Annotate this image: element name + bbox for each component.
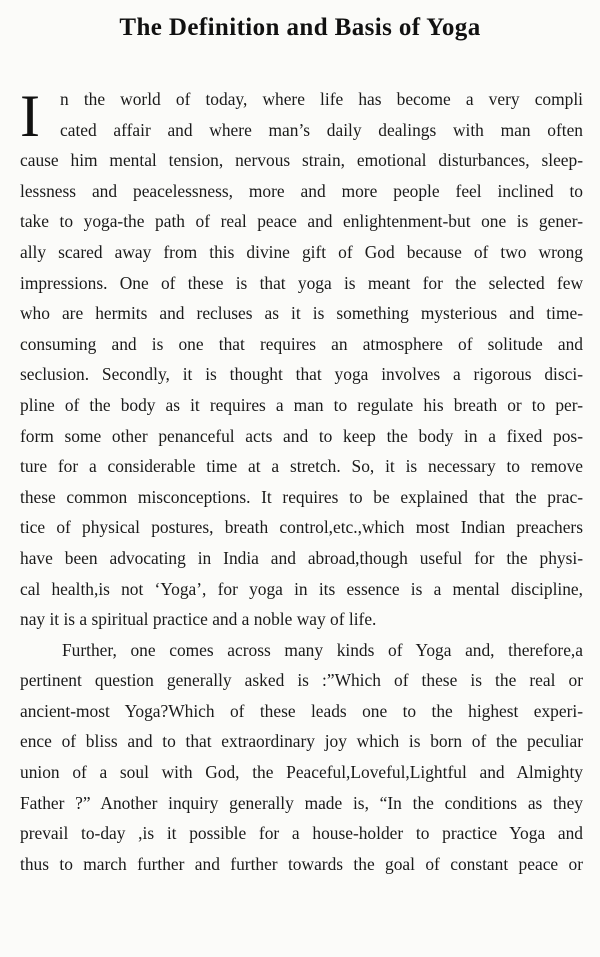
text-line: these common misconceptions. It requires to be explained that the prac-	[20, 486, 583, 507]
text-line: pline of the body as it requires a man to regulate his breath or to per-	[20, 394, 583, 415]
text-line: cause him mental tension, nervous strain, emotional disturbances, sleep-	[20, 150, 583, 171]
text-line: nay it is a spiritual practice and a noble way of life.	[20, 609, 377, 630]
drop-cap: I	[20, 83, 40, 149]
text-line: consuming and is one that requires an atmosphere of solitude and	[20, 333, 583, 354]
text-line: Father ?” Another inquiry generally made is, “In the conditions as they	[20, 792, 583, 813]
paragraph-1	[20, 84, 583, 635]
text-line: tice of physical postures, breath control,etc.,which most Indian preachers	[20, 517, 583, 538]
text-line: lessness and peacelessness, more and more people feel inclined to	[20, 180, 583, 201]
text-line: have been advocating in India and abroad,though useful for the physi-	[20, 547, 583, 568]
text-line: thus to march further and further towards the goal of constant peace or	[20, 853, 583, 874]
text-line: impressions. One of these is that yoga is meant for the selected few	[20, 272, 583, 293]
body-text	[20, 84, 583, 879]
text-line: ally scared away from this divine gift of God because of two wrong	[20, 241, 583, 262]
text-line: Further, one comes across many kinds of Yoga and, therefore,a	[62, 639, 583, 660]
text-line: ence of bliss and to that extraordinary joy which is born of the peculiar	[20, 731, 583, 752]
text-line: form some other penanceful acts and to keep the body in a fixed pos-	[20, 425, 583, 446]
text-line: prevail to-day ,is it possible for a house-holder to practice Yoga and	[20, 823, 583, 844]
paragraph-2	[20, 635, 583, 880]
text-line: take to yoga-the path of real peace and enlightenment-but one is gener-	[20, 211, 583, 232]
chapter-title: The Definition and Basis of Yoga	[119, 14, 481, 41]
text-line: who are hermits and recluses as it is something mysterious and time-	[20, 303, 583, 324]
text-line: ture for a considerable time at a stretch. So, it is necessary to remove	[20, 456, 583, 477]
text-line: cated affair and where man’s daily dealings with man often	[60, 119, 583, 140]
text-line: cal health,is not ‘Yoga’, for yoga in its essence is a mental discipline,	[20, 578, 583, 599]
text-line: pertinent question generally asked is :”Which of these is the real or	[20, 670, 583, 691]
text-line: n the world of today, where life has become a very compli	[60, 89, 583, 109]
text-line: seclusion. Secondly, it is thought that yoga involves a rigorous disci-	[20, 364, 583, 385]
text-line: ancient-most Yoga?Which of these leads one to the highest experi-	[20, 700, 583, 721]
text-line: union of a soul with God, the Peaceful,Loveful,Lightful and Almighty	[20, 762, 583, 783]
